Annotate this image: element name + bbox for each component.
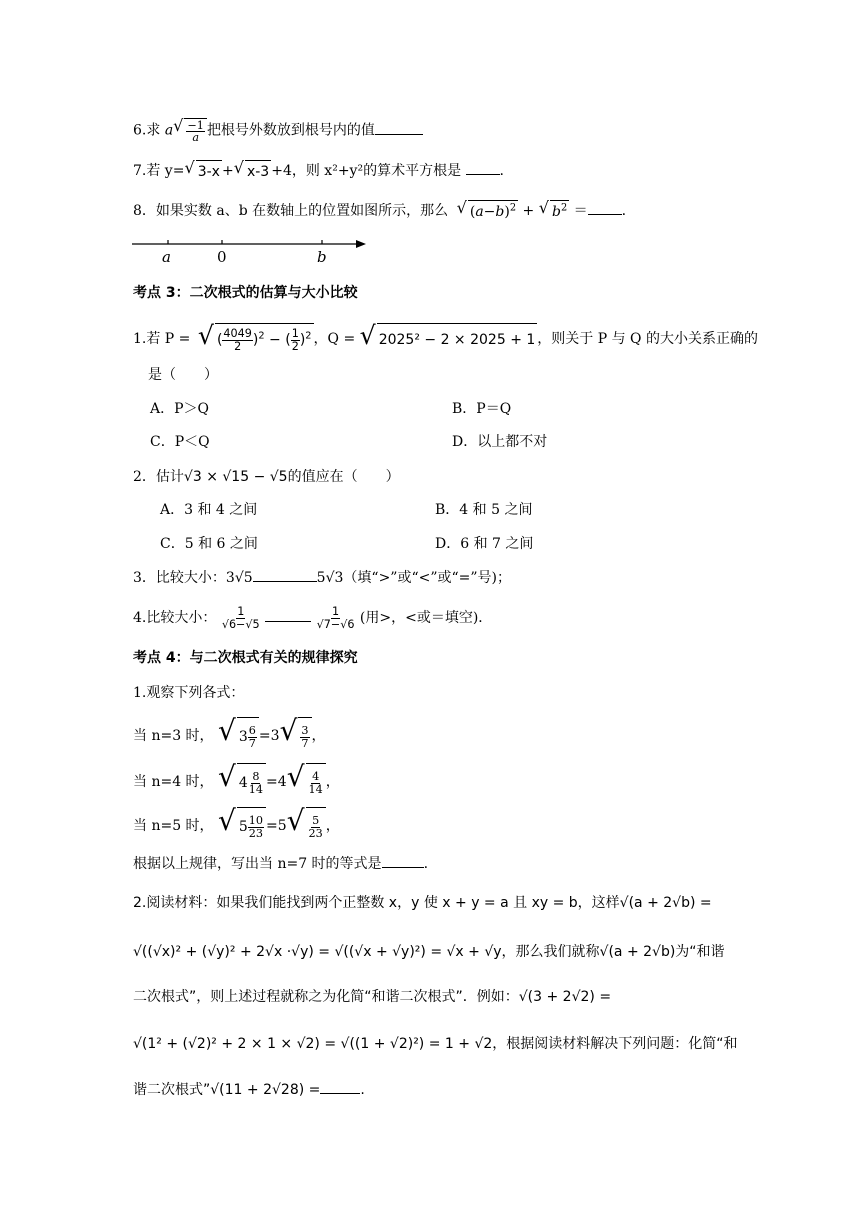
s4-question-2-line5: 谐二次根式”√(11 + 2√28) = . <box>133 1079 365 1100</box>
option-c[interactable]: C．5 和 6 之间 <box>160 536 258 552</box>
section-3-heading: 考点 3：二次根式的估算与大小比较 <box>133 285 358 301</box>
number-line-label-b: b <box>317 248 327 266</box>
option-c[interactable]: C．P＜Q <box>150 434 210 450</box>
question-6: 6.求 a √ $\frac{-1}{a}$ 把根号外数放到根号内的值 <box>133 118 423 143</box>
answer-blank[interactable] <box>375 120 423 135</box>
answer-blank[interactable] <box>253 567 317 582</box>
s3-question-3: 3．比较大小：3√5 5√3（填“>”或“<”或“=”号)； <box>133 567 511 588</box>
answer-blank[interactable] <box>588 200 622 215</box>
s3-question-2: 2．估计√3 × √15 − √5的值应在（ ） <box>133 469 400 485</box>
s4-question-2-line4: √(1² + (√2)² + 2 × 1 × √2) = √((1 + √2)²) = 1 + √2，根据阅读材料解决下列问题：化简“和 <box>133 1036 738 1052</box>
number-line-label-zero: 0 <box>217 248 227 266</box>
answer-blank[interactable] <box>320 1079 360 1094</box>
option-a[interactable]: A．P＞Q <box>150 401 210 417</box>
option-b[interactable]: B．P＝Q <box>452 401 512 417</box>
section-4-heading: 考点 4：与二次根式有关的规律探究 <box>133 650 358 666</box>
s4-question-2-line3: 二次根式”，则上述过程就称之为化简“和谐二次根式”．例如：√(3 + 2√2) = <box>133 989 612 1005</box>
pattern-row: 当 n=3 时， √ 3 $\frac{6}{7}$ =3 √ $\frac{3}{7}$ ， <box>133 717 326 755</box>
s3-question-1-line1: 1.若 P = √ ( $\frac{4049}{2}$ )$^2$ − ( $\frac{1}{2}$ )$^2$ ，Q = √ 2025² − 2 × 2025 + 1 ，则关于 P 与 Q 的大小关系正确的 <box>133 323 758 355</box>
answer-blank[interactable] <box>382 853 424 868</box>
question-8: 8．如果实数 a、b 在数轴上的位置如图所示，那么 √ $(a-b)^2$ + √ $b^2$ ＝ . <box>133 198 627 220</box>
answer-blank[interactable] <box>265 607 311 622</box>
pattern-row: 当 n=5 时， √ 5 $\frac{10}{23}$ =5 √ $\frac{5}{23}$ ， <box>133 807 340 845</box>
question-7: 7.若 y= √ 3-x + √ x-3 +4，则 x²+y²的算术平方根是 . <box>133 158 504 180</box>
s4-question-1-intro: 1.观察下列各式： <box>133 685 245 701</box>
s4-question-2-line2: √((√x)² + (√y)² + 2√x ·√y) = √((√x + √y)²) = √x + √y，那么我们就称√(a + 2√b)为“和谐 <box>133 944 725 960</box>
s4-question-2-line1: 2.阅读材料：如果我们能找到两个正整数 x，y 使 x + y = a 且 xy = b，这样√(a + 2√b) = <box>133 895 712 911</box>
option-d[interactable]: D．以上都不对 <box>452 434 548 450</box>
option-b[interactable]: B．4 和 5 之间 <box>435 502 533 518</box>
pattern-row: 当 n=4 时， √ 4 $\frac{8}{14}$ =4 √ $\frac{4}{14}$ ， <box>133 763 340 801</box>
answer-blank[interactable] <box>466 160 500 175</box>
s3-question-4: 4.比较大小： $\frac{1}{√6-√5}$ $\frac{1}{√7-√6}$ (用>，<或＝填空)． <box>133 605 493 631</box>
number-line-label-a: a <box>162 248 171 266</box>
option-a[interactable]: A．3 和 4 之间 <box>160 502 258 518</box>
s3-question-1-line2: 是（ ） <box>148 367 218 383</box>
s4-question-1-ask: 根据以上规律，写出当 n=7 时的等式是 . <box>133 853 428 874</box>
number-line <box>130 232 370 266</box>
option-d[interactable]: D．6 和 7 之间 <box>435 536 534 552</box>
